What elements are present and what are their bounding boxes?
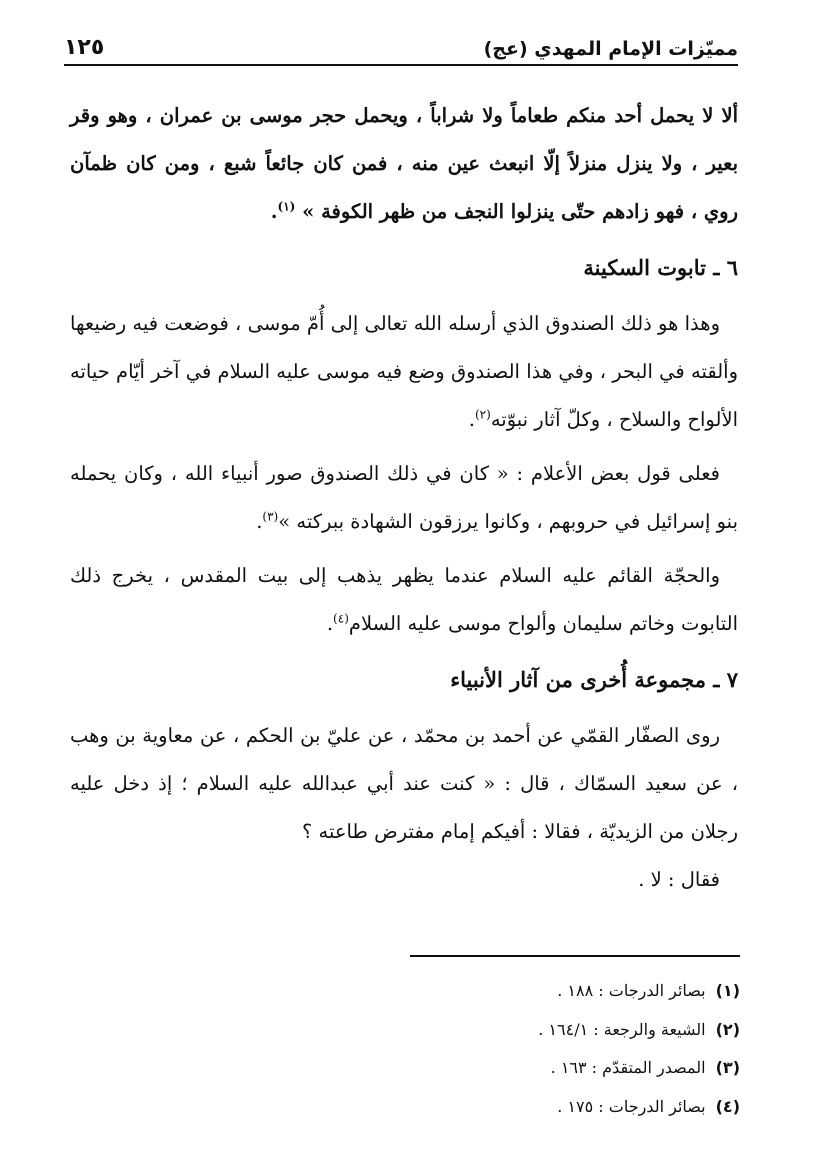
footnote-separator bbox=[410, 955, 740, 957]
footnote-text: بصائر الدرجات : ١٨٨ . bbox=[557, 981, 706, 1000]
footnote-text: بصائر الدرجات : ١٧٥ . bbox=[557, 1096, 706, 1116]
paragraph-1-end: . bbox=[270, 200, 278, 223]
paragraph-2 bbox=[70, 300, 738, 444]
paragraph-1-text: ألا لا يحمل أحد منكم طعاماً ولا شراباً ، ويحمل حجر موسى بن عمران ، وهو وقر بعير ، ولا ينزل منزلاً إلّا انبعث عين منه ، فمن كان جائعاً شبع ، ومن كان ظمآن روي ، فهو زادهم حتّى ينزلوا النجف من ظهر الكوفة » bbox=[70, 104, 738, 223]
page-number: ١٢٥ bbox=[64, 35, 105, 60]
paragraph-2-end: . bbox=[468, 408, 475, 431]
paragraph-3 bbox=[70, 450, 738, 546]
paragraph-2-text: وهذا هو ذلك الصندوق الذي أرسله الله تعالى إلى أُمّ موسى ، فوضعت فيه رضيعها وألقته في البحر ، وفي هذا الصندوق وضع فيه موسى عليه السلام في آخر أيّام حياته الألواح والسلاح ، وكلّ آثار نبوّته bbox=[70, 312, 738, 431]
footnote-ref-2[interactable]: (٢) bbox=[474, 407, 491, 422]
paragraph-5: روى الصفّار القمّي عن أحمد بن محمّد ، عن عليّ بن الحكم ، عن معاوية بن وهب ، عن سعيد السمّاك ، قال : « كنت عند أبي عبدالله عليه السلام ؛ إذ دخل عليه رجلان من الزيديّة ، فقالا : أفيكم إمام مفترض طاعته ؟ bbox=[70, 724, 738, 843]
footnote-number: (٢) bbox=[715, 1019, 740, 1039]
footnote-ref-1[interactable]: (١) bbox=[277, 199, 296, 214]
paragraph-4-end: . bbox=[326, 612, 334, 635]
footnote-text: الشيعة والرجعة : ١٦٤/١ . bbox=[538, 1019, 706, 1039]
footnote-item bbox=[320, 1088, 740, 1127]
page-header bbox=[64, 28, 738, 66]
running-title: مميّزات الإمام المهدي (عج) bbox=[483, 38, 738, 60]
footnotes bbox=[320, 972, 740, 1126]
footnote-item bbox=[320, 972, 740, 1011]
footnote-item bbox=[320, 1011, 740, 1050]
footnote-ref-4[interactable]: (٤) bbox=[333, 611, 349, 626]
footnote-number: (٣) bbox=[715, 1058, 740, 1077]
paragraph-4-text: والحجّة القائم عليه السلام عندما يظهر يذهب إلى بيت المقدس ، يخرج ذلك التابوت وخاتم سليمان وألواح موسى عليه السلام bbox=[70, 564, 738, 635]
main-text bbox=[70, 92, 738, 904]
footnote-number: (١) bbox=[715, 981, 740, 1000]
paragraph-1 bbox=[70, 92, 738, 236]
footnote-ref-3[interactable]: (٣) bbox=[262, 509, 279, 524]
paragraph-4 bbox=[70, 552, 738, 648]
section-heading-7: ٧ ـ مجموعة أُخرى من آثار الأنبياء bbox=[450, 667, 738, 692]
paragraph-3-text: فعلى قول بعض الأعلام : « كان في ذلك الصندوق صور أنبياء الله ، وكان يحمله بنو إسرائيل في حروبهم ، وكانوا يرزقون الشهادة ببركته » bbox=[70, 462, 738, 533]
footnote-item bbox=[320, 1049, 740, 1088]
paragraph-3-end: . bbox=[256, 510, 263, 533]
footnote-text: المصدر المتقدّم : ١٦٣ . bbox=[550, 1058, 706, 1077]
section-heading-6: ٦ ـ تابوت السكينة bbox=[583, 255, 738, 280]
footnote-number: (٤) bbox=[715, 1096, 740, 1116]
paragraph-6: فقال : لا . bbox=[638, 868, 720, 891]
